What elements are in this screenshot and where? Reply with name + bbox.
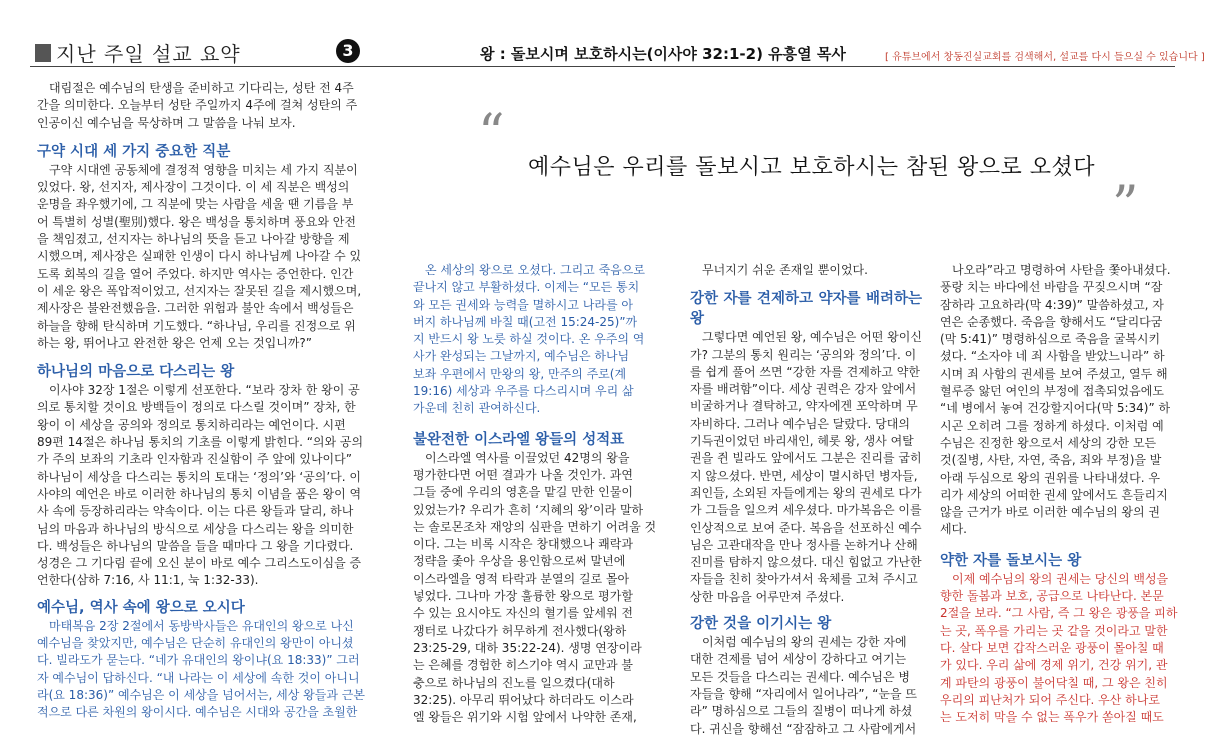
text-line: 하는 왕, 뛰어나고 완전한 왕은 언제 오는 것입니까?” [37, 335, 312, 350]
page-number-badge: 3 [336, 39, 360, 63]
text-line: 보좌 우편에서 만왕의 왕, 만주의 주로(계 [413, 366, 627, 381]
column-3 [690, 262, 922, 738]
text-line: 는 솔로몬조차 재앙의 심판을 면하기 어려울 것 [413, 519, 657, 534]
youtube-notice: [ 유튜브에서 창동진실교회를 검색해서, 설교를 다시 들으실 수 있습니다 ] [885, 52, 1205, 63]
heading-israel-kings-report: 불완전한 이스라엘 왕들의 성적표 [413, 431, 625, 448]
text-line: 인공이신 예수님을 묵상하며 그 말씀을 나눠 보자. [37, 115, 296, 130]
text-line: 혈루증 앓던 여인의 부정에 접촉되었음에도 [940, 384, 1164, 399]
text-line: 자비하다. 그러나 예수님은 달랐다. 당대의 [690, 416, 910, 431]
paragraph-jesus-king-in-history [37, 618, 367, 722]
text-line: 자를 배려함”이다. 세상 권력은 강자 앞에서 [690, 382, 917, 397]
text-line: 님의 마음과 하나님의 방식으로 세상을 다스리는 왕을 의미한 [37, 521, 354, 536]
intro-paragraph [37, 80, 367, 132]
text-line: 수 있는 요시야도 자신의 혈기를 앞세워 전 [413, 606, 633, 621]
text-line: 우리의 피난처가 되어 주신다. 우산 하나로 [940, 692, 1160, 707]
text-line: 다. 빌라도가 묻는다. “네가 유대인의 왕이냐(요 18:33)” 그러 [37, 653, 360, 668]
text-line: 는 도저히 막을 수 없는 폭우가 쏟아질 때도 [940, 710, 1164, 725]
heading-three-offices: 구약 시대 세 가지 중요한 직분 [37, 143, 231, 160]
text-line: 평가한다면 어떤 결과가 나올 것인가. 과연 [413, 467, 633, 482]
text-line: 상한 마음을 어루만져 주셨다. [690, 589, 845, 604]
text-line: 어 특별히 성별(聖別)했다. 왕은 백성을 통치하며 풍요와 안전 [37, 214, 356, 229]
text-line: “네 병에서 놓여 건강할지어다(막 5:34)” 하 [940, 401, 1171, 416]
text-line: 님은 고관대작을 만나 정사를 논하거나 산해 [690, 537, 918, 552]
text-line: 사 속에 등장하리라는 약속이다. 이는 다른 왕들과 달리, 하나 [37, 504, 354, 519]
text-line: 수님은 진정한 왕으로서 세상의 강한 모든 [940, 435, 1157, 450]
text-line: 연은 순종했다. 죽음을 향해서도 “달리다굼 [940, 314, 1163, 329]
text-line: 지 않으셨다. 반면, 세상이 멸시하던 병자들, [690, 468, 918, 483]
text-line: 것(질병, 사탄, 자연, 죽음, 죄와 부정)을 발 [940, 453, 1162, 468]
text-line: 이사야 32장 1절은 이렇게 선포한다. “보라 장차 한 왕이 공 [49, 383, 360, 398]
paragraph-israel-kings-report [413, 450, 673, 727]
text-line: 자 예수님이 답하신다. “내 나라는 이 세상에 속한 것이 아니니 [37, 670, 360, 685]
close-quote-mark: ” [1112, 176, 1139, 236]
paragraph-authority-over-all [940, 262, 1172, 539]
column-2 [413, 262, 673, 726]
column-4 [940, 262, 1178, 726]
text-line: 시했으며, 제사장은 실패한 인생이 다시 하나님께 나아갈 수 있 [37, 249, 362, 264]
text-line: 왕이 이 세상을 공의와 정의로 통치하리라는 예언이다. 시편 [37, 417, 346, 432]
text-line: 의로 통치할 것이요 방백들이 정의로 다스릴 것이며” 장차, 한 [37, 400, 356, 415]
text-line: 는 은혜를 경험한 히스기야 역시 교만과 불 [413, 658, 633, 673]
text-line: 2절을 보라. “그 사람, 즉 그 왕은 광풍을 피하 [940, 606, 1178, 621]
text-line: 사가 완성되는 그날까지, 예수님은 하나님 [413, 349, 630, 364]
text-line: 가 있다. 우리 삶에 경제 위기, 건강 위기, 관 [940, 658, 1168, 673]
text-line: 는 곳, 폭우를 가리는 곳 같을 것이라고 말한 [940, 623, 1168, 638]
text-line: 이스라엘을 영적 타락과 분열의 길로 몰아 [413, 571, 630, 586]
text-line: 시며 죄 사함의 권세를 보여 주셨고, 열두 해 [940, 366, 1168, 381]
text-line: 가 그들을 일으켜 세우셨다. 마가복음은 이를 [690, 503, 922, 518]
header-bar-marker [35, 44, 51, 62]
text-line: 대림절은 예수님의 탄생을 준비하고 기다리는, 성탄 전 4주 [49, 81, 354, 95]
text-line: 적으로 다른 차원의 왕이시다. 예수님은 시대와 공간을 초월한 [37, 705, 358, 720]
text-line: 자들을 친히 찾아가셔서 육체를 고쳐 주시고 [690, 572, 918, 587]
text-line: 기득권이었던 바리새인, 헤롯 왕, 생사 여탈 [690, 434, 914, 449]
text-line: 제사장은 불완전했음을. 그러한 위험과 불안 속에서 백성들은 [37, 301, 354, 316]
open-quote-mark: “ [478, 104, 505, 164]
text-line: 향한 돌봄과 보호, 공급으로 나타난다. 본문 [940, 589, 1164, 604]
text-line: 넣었다. 그나마 가장 훌륭한 왕으로 평가할 [413, 589, 633, 604]
text-line: 않을 근거가 바로 이러한 예수님의 왕의 권 [940, 505, 1160, 520]
text-line: 죄인들, 소외된 자들에게는 왕의 권세로 다가 [690, 485, 922, 500]
text-line: 진미를 탐하지 않으셨다. 대신 힘없고 가난한 [690, 555, 922, 570]
text-line: 아래 두심으로 왕의 권위를 나타내셨다. 우 [940, 470, 1160, 485]
text-line: (막 5:41)” 명령하심으로 죽음을 굴복시키 [940, 332, 1161, 347]
text-line: 이 세운 왕은 폭압적이었고, 선지자는 잘못된 길을 제시했으며, [37, 283, 362, 298]
text-line: 나오라”라고 명령하여 사탄을 쫓아내셨다. [952, 263, 1171, 277]
text-line: 가운데 친히 관여하신다. [413, 401, 541, 416]
text-line: 성경은 그 기다림 끝에 오신 분이 바로 예수 그리스도이심을 증 [37, 556, 362, 571]
text-line: 그렇다면 예언된 왕, 예수님은 어떤 왕이신 [702, 330, 922, 345]
text-line: 계 파탄의 광풍이 불어닥칠 때, 그 왕은 친히 [940, 675, 1168, 690]
text-line: 도록 회복의 길을 열어 주었다. 하지만 역사는 증언한다. 인간 [37, 266, 354, 281]
text-line: 와 모든 권세와 능력을 멸하시고 나라를 아 [413, 297, 633, 312]
text-line: 마태복음 2장 2절에서 동방박사들은 유대인의 왕으로 나신 [49, 618, 354, 633]
heading-jesus-king-in-history: 예수님, 역사 속에 왕으로 오시다 [37, 599, 245, 616]
paragraph-king-gods-heart [37, 382, 367, 590]
text-line: 가? 그분의 통치 원리는 ‘공의와 정의’다. 이 [690, 347, 917, 362]
text-line: 이다. 그는 비록 시작은 창대했으나 쾌락과 [413, 537, 633, 552]
text-line: 풍랑 치는 바다에선 바람을 꾸짖으시며 “잠 [940, 280, 1163, 295]
text-line: 그들 중에 우리의 영혼을 맡길 만한 인물이 [413, 485, 633, 500]
text-line: 이스라엘 역사를 이끌었던 42명의 왕을 [425, 450, 630, 465]
text-line: 간을 의미한다. 오늘부터 성탄 주일까지 4주에 걸쳐 성탄의 주 [37, 98, 358, 113]
heading-overcoming-strong: 강한 것을 이기시는 왕 [690, 616, 832, 633]
text-line: 무너지기 쉬운 존재일 뿐이었다. [702, 263, 868, 277]
heading-caring-for-weak: 약한 자를 돌보시는 왕 [940, 552, 1082, 569]
text-line: 모든 것들을 다스리는 권세다. 예수님은 병 [690, 669, 910, 684]
text-line: 운명을 좌우했기에, 그 직분에 맞는 사람을 세울 땐 기름을 부 [37, 197, 354, 212]
text-line: 예수님을 찾았지만, 예수님은 단순히 유대인의 왕만이 아니셨 [37, 636, 354, 651]
text-line: 19:16) 세상과 우주를 다스리시며 우리 삶 [413, 384, 634, 399]
text-line: 시곤 오히려 그를 정하게 하셨다. 이처럼 예 [940, 418, 1164, 433]
text-line: 이처럼 예수님의 왕의 권세는 강한 자에 [702, 635, 907, 650]
text-line: 비굴하거나 결탁하고, 약자에겐 포악하며 무 [690, 399, 918, 414]
pull-quote: 예수님은 우리를 돌보시고 보호하시는 참된 왕으로 오셨다 [528, 155, 1096, 180]
text-line: 라” 명하심으로 그들의 질병이 떠나게 하셨 [690, 704, 913, 719]
text-line: 을 책임졌고, 선지자는 하나님의 뜻을 듣고 나아갈 방향을 제 [37, 232, 350, 247]
paragraph-check-strong-care-weak [690, 329, 922, 606]
text-line: 있었다. 왕, 선지자, 제사장이 그것이다. 이 세 직분은 백성의 [37, 180, 350, 195]
text-line: 쟁터로 나갔다가 허무하게 전사했다(왕하 [413, 623, 627, 638]
text-line: 다. 백성들은 하나님의 말씀을 들을 때마다 그 왕을 기다렸다. [37, 538, 354, 553]
text-line: 인상적으로 보여 준다. 복음을 선포하신 예수 [690, 520, 922, 535]
text-line: 잠하라 고요하라(막 4:39)” 말씀하셨고, 자 [940, 297, 1164, 312]
header-divider [30, 66, 1175, 67]
text-line: 있었는가? 우리가 흔히 ‘지혜의 왕’이라 말하 [413, 502, 644, 517]
text-line: 32:25). 아무리 뛰어났다 하더라도 이스라 [413, 692, 634, 707]
text-line: 끝나지 않고 부활하셨다. 이제는 “모든 통치 [413, 280, 640, 295]
text-line: 충으로 하나님의 진노를 일으켰다(대하 [413, 675, 615, 690]
text-line: 하나님이 세상을 다스리는 통치의 토대는 ‘정의’와 ‘공의’다. 이 [37, 469, 361, 484]
paragraph-fragile-existence [690, 262, 922, 279]
heading-king-gods-heart: 하나님의 마음으로 다스리는 왕 [37, 364, 235, 381]
text-line: 온 세상의 왕으로 오셨다. 그리고 죽음으로 [425, 263, 645, 277]
text-line: 세다. [940, 522, 967, 537]
heading-check-strong-care-weak: 강한 자를 견제하고 약자를 배려하는 왕 [690, 291, 922, 328]
text-line: 권을 쥔 빌라도 앞에서도 그분은 진리를 굽히 [690, 451, 922, 466]
text-line: 이제 예수님의 왕의 권세는 당신의 백성을 [952, 571, 1169, 586]
sermon-title: 왕 : 돌보시며 보호하시는(이사야 32:1-2) 유흥열 목사 [480, 45, 846, 63]
text-line: 89편 14절은 하나님 통치의 기초를 이렇게 밝힌다. “의와 공의 [37, 435, 364, 450]
paragraph-three-offices [37, 162, 367, 352]
paragraph-king-of-world [413, 262, 673, 418]
text-line: 다. 귀신을 향해선 “잠잠하고 그 사람에게서 [690, 721, 917, 736]
text-line: 셨다. “소자야 네 죄 사함을 받았느니라” 하 [940, 349, 1165, 364]
text-line: 엘 왕들은 위기와 시험 앞에서 나약한 존재, [413, 710, 637, 725]
text-line: 를 쉽게 풀어 쓰면 “강한 자를 견제하고 약한 [690, 364, 920, 379]
text-line: 구약 시대엔 공동체에 결정적 영향을 미치는 세 가지 직분이 [49, 162, 358, 177]
text-line: 리가 세상의 어떠한 권세 앞에서도 흔들리지 [940, 487, 1168, 502]
text-line: 정략을 좇아 우상을 용인함으로써 말년에 [413, 554, 626, 569]
section-title: 지난 주일 설교 요약 [56, 42, 241, 66]
text-line: 언한다(삼하 7:16, 사 11:1, 눅 1:32-33). [37, 573, 259, 588]
text-line: 가 주의 보좌의 기초라 인자함과 진실함이 주 앞에 있나이다” [37, 452, 352, 467]
text-line: 다. 살다 보면 갑작스러운 광풍이 몰아칠 때 [940, 640, 1164, 655]
text-line: 대한 견제를 넘어 세상이 강하다고 여기는 [690, 652, 907, 667]
text-line: 라(요 18:36)” 예수님은 이 세상을 넘어서는, 세상 왕들과 근본 [37, 687, 365, 702]
text-line: 지 반드시 왕 노릇 하실 것이다. 온 우주의 역 [413, 332, 645, 347]
text-line: 하늘을 향해 탄식하며 기도했다. “하나님, 우리를 진정으로 위 [37, 318, 356, 333]
text-line: 23:25-29, 대하 35:22-24). 생명 연장이라 [413, 640, 642, 655]
paragraph-caring-for-weak [940, 571, 1178, 727]
column-1 [37, 80, 367, 722]
text-line: 버지 하나님께 바칠 때(고전 15:24-25)”까 [413, 314, 638, 329]
paragraph-overcoming-strong [690, 634, 922, 738]
text-line: 사야의 예언은 바로 이러한 하나님의 통치 이념을 품은 왕이 역 [37, 486, 362, 501]
text-line: 자들을 향해 “자리에서 일어나라”, “눈을 뜨 [690, 686, 918, 701]
